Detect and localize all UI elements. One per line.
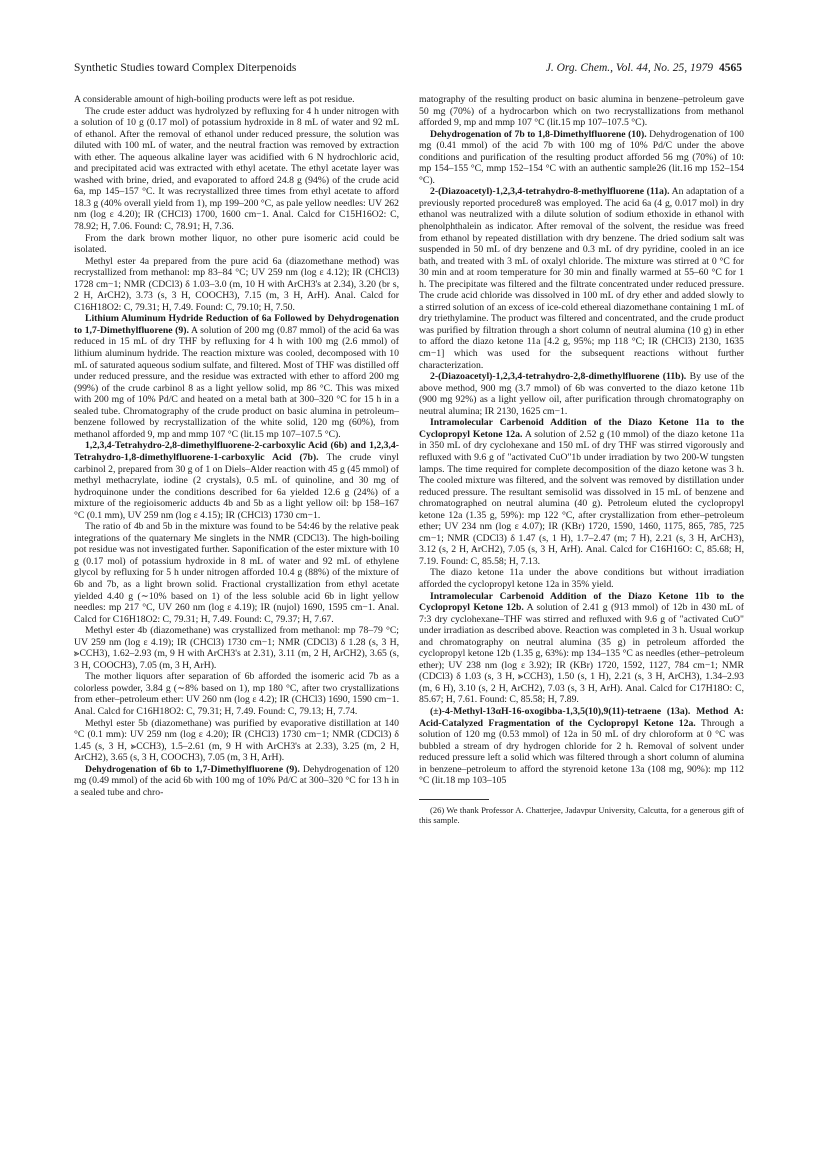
running-title: Synthetic Studies toward Complex Diterpenoids [74, 62, 297, 74]
section-heading: 2-(Diazoacetyl)-1,2,3,4-tetrahydro-2,8-dimethylfluorene (11b). [430, 371, 687, 383]
paragraph [74, 313, 399, 440]
section-heading: Lithium Aluminum Hydride Reduction of 6a Followed by Dehydrogenation to 1,7-Dimethylfluorene (9). [74, 313, 399, 336]
footnote-divider [419, 799, 489, 800]
paragraph-text: The diazo ketone 11a under the above conditions but without irradiation afforded the cyclopropyl ketone 12a in 35% yield. [419, 567, 744, 590]
paragraph-text: Methyl ester 4b (diazomethane) was crystallized from methanol: mp 78–79 °C; UV 259 nm (log ε 4.19); IR (CHCl3) 1730 cm−1; NMR (CDCl3) δ 1.28 (s, 3 H, ⪢CCH3), 1.62–2.93 (m, 9 H with ArCH3's at 2.31), 3.11 (m, 2 H, ArCH2), 3.65 (s, 3 H, COOCH3), 7.05 (m, 3 H, ArH). [74, 625, 399, 671]
paragraph-text: A considerable amount of high-boiling products were left as pot residue. [74, 94, 355, 105]
page-number: 4565 [719, 62, 742, 74]
section-heading: Dehydrogenation of 7b to 1,8-Dimethylfluorene (10). [430, 128, 647, 140]
paragraph [74, 233, 399, 256]
paragraph-text: The ratio of 4b and 5b in the mixture was found to be 54:46 by the relative peak integrations of the quaternary Me singlets in the NMR (CDCl3). The high-boiling pot residue was not investigated further. Saponification of the ester mixture with 10 g (0.17 mol) of potassium hydroxide in 8 mL of water and 92 mL of ethylene glycol by refluxing for 5 h under nitrogen afforded 10.4 g (88%) of the mixture of 6b and 7b, as a light brown solid. Fractional crystallization from ethyl acetate yielded 4.40 g (∼10% based on 1) of the less soluble acid 6b in light yellow needles: mp 217 °C, UV 260 nm (log ε 4.19); IR (nujol) 1690, 1595 cm−1. Anal. Calcd for C16H18O2: C, 79.31; H, 7.49. Found: C, 79.37; H, 7.67. [74, 521, 399, 625]
paragraph [419, 94, 744, 129]
section-heading: 1,2,3,4-Tetrahydro-2,8-dimethylfluorene-2-carboxylic Acid (6b) and 1,2,3,4-Tetrahydro-1,8-dimethylfluorene-1-carboxylic Acid (7b). [74, 440, 399, 463]
left-column [74, 94, 399, 798]
paragraph [74, 94, 399, 106]
paragraph [74, 106, 399, 233]
section-heading: Intramolecular Carbenoid Addition of the Diazo Ketone 11a to the Cyclopropyl Ketone 12a. [419, 417, 744, 440]
paragraph [419, 186, 744, 371]
section-heading: Dehydrogenation of 6b to 1,7-Dimethylfluorene (9). [85, 763, 300, 775]
paragraph-text: Dehydrogenation of 120 mg (0.49 mmol) of the acid 6b with 100 mg of 10% Pd/C at 300–320 °C for 13 h in a sealed tube and chro- [74, 763, 399, 798]
paragraph-text: A solution of 2.52 g (10 mmol) of the diazo ketone 11a in 350 mL of dry cyclohexane and 150 mL of dry THF was stirred vigorously and refluxed with 9.6 g of "activated CuO"1b under irradiation by two 200-W tungsten lamps. The time required for complete decomposition of the diazo ketone was 3 h. The cooled mixture was filtered, and the solvent was removed by distillation under reduced pressure. The resultant semisolid was dissolved in 15 mL of benzene and chromatographed on neutral alumina (40 g). Petroleum eluted the cyclopropyl ketone 12a (1.35 g, 59%): mp 122 °C, after crystallization from ether–petroleum ether; UV 234 nm (log ε 4.07); IR (KBr) 1720, 1590, 1460, 1175, 865, 785, 725 cm−1; NMR (CDCl3) δ 1.47 (s, 1 H), 1.7–2.47 (m; 7 H), 2.21 (s, 3 H, ArCH3), 3.12 (s, 2 H, ArCH2), 7.05 (s, 3 H, ArH). Anal. Calcd for C16H16O: C, 85.68; H, 7.19. Found: C, 85.58; H, 7.13. [419, 428, 745, 567]
section-heading: Intramolecular Carbenoid Addition of the Diazo Ketone 11b to the Cyclopropyl Ketone 12b. [419, 590, 744, 614]
paragraph [419, 129, 744, 187]
paragraph [419, 417, 744, 567]
paragraph-text: A solution of 200 mg (0.87 mmol) of the acid 6a was reduced in 15 mL of dry THF by refluxing for 4 h with 100 mg (2.6 mmol) of lithium aluminum hydride. The reaction mixture was cooled, decomposed with 10 mL of saturated aqueous sodium sulfate, and filtered. Most of THF was distilled off under reduced pressure, and the residue was extracted with ether to afford 200 mg (99%) of the crude carbinol 8 as a light yellow solid, mp 86 °C. This was mixed with 200 mg of 10% Pd/C and heated on a metal bath at 300–320 °C for 15 h in a sealed tube. Chromatography of the crude product on basic alumina in petroleum–benzene followed by recrystallization of the white solid, 120 mg (60%), from methanol afforded 9, mp and mmp 107 °C (lit.15 mp 107–107.5 °C). [74, 324, 400, 440]
paragraph-text: Methyl ester 4a prepared from the pure acid 6a (diazomethane method) was recrystallized from methanol: mp 83–84 °C; UV 259 nm (log ε 4.12); IR (CHCl3) 1728 cm−1; NMR (CDCl3) δ 1.03–3.0 (m, 10 H with ArCH3's at 2.34), 3.20 (br s, 2 H, ArCH2), 3.73 (s, 3 H, COOCH3), 7.15 (m, 3 H, ArH). Anal. Calcd for C16H18O2: C, 79.31; H, 7.49. Found: C, 79.10; H, 7.50. [74, 255, 399, 313]
paragraph [419, 371, 744, 417]
journal-citation [546, 62, 742, 74]
running-header [74, 62, 742, 78]
paragraph-text: Through a solution of 120 mg (0.53 mmol) of 12a in 50 mL of dry chloroform at 0 °C was bubbled a stream of dry hydrogen chloride for 2 h. Removal of solvent under reduced pressure left a solid which was filtered through a short column of alumina in benzene–petroleum to afford the styrenoid ketone 13a (108 mg, 90%): mp 112 °C (lit.18 mp 103–105 [419, 717, 744, 787]
paragraph-text: The crude vinyl carbinol 2, prepared from 30 g of 1 on Diels–Alder reaction with 45 g (45 mmol) of methyl methacrylate, iodine (2 crystals), 0.5 mL of quinoline, and 30 mg of hydroquinone under the conditions described for 6a yielded 12.6 g (24%) of a mixture of the regioisomeric adducts 4b and 5b as a light yellow oil: bp 158–167 °C (0.1 mm), UV 259 nm (log ε 4.15); IR (CHCl3) 1730 cm−1. [74, 451, 399, 521]
paragraph [74, 764, 399, 799]
paragraph [74, 256, 399, 314]
paragraph-text: The crude ester adduct was hydrolyzed by refluxing for 4 h under nitrogen with a solution of 10 g (0.17 mol) of potassium hydroxide in 8 mL of water and 92 mL of ethanol. After the removal of ethanol under reduced pressure, the solution was diluted with 100 mL of water, and the neutral fraction was removed by extraction with ether. The aqueous alkaline layer was acidified with 6 N hydrochloric acid, and precipitated acid was extracted with ethyl acetate. The ethyl acetate layer was washed with brine, dried, and evaporated to afford 24.8 g (94%) of the crude acid 6a, mp 145–157 °C. It was recrystallized three times from ethyl acetate to afford 18.3 g (40% overall yield from 1), mp 199–200 °C, as pale yellow needles: UV 262 nm (log ε 4.20); IR (CHCl3) 1700, 1600 cm−1. Anal. Calcd for C15H16O2: C, 78.92; H, 7.06. Found: C, 78.91; H, 7.36. [74, 105, 399, 233]
paragraph [419, 567, 744, 590]
paragraph [419, 706, 744, 787]
section-heading: (±)-4-Methyl-13αH-16-oxogibba-1,3,5(10),9(11)-tetraene (13a). Method A: Acid-Catalyzed Fragmentation of the Cyclopropyl Ketone 12a. [419, 705, 744, 729]
paragraph-text: By use of the above method, 900 mg (3.7 mmol) of 6b was converted to the diazo ketone 11b (900 mg 92%) as a light yellow oil, after purification through chromatography on neutral alumina; IR 2130, 1625 cm−1. [419, 371, 745, 417]
right-column [419, 94, 744, 826]
paragraph-text: Methyl ester 5b (diazomethane) was purified by evaporative distillation at 140 °C (0.1 mm): UV 259 nm (log ε 4.20); IR (CHCl3) 1730 cm−1; NMR (CDCl3) δ 1.45 (s, 3 H, ⪢CCH3), 1.5–2.61 (m, 9 H with ArCH3's at 2.33), 3.25 (m, 2 H, ArCH2), 3.65 (s, 3 H, COOCH3), 7.05 (m, 3 H, ArH). [74, 717, 399, 764]
paragraph-text: A solution of 2.41 g (913 mmol) of 12b in 430 mL of 7:3 dry cyclohexane–THF was stirred and refluxed with 9.6 g of "activated CuO" under irradiation as described above. Reaction was completed in 3 h. Usual workup and chromatography on neutral alumina (35 g) in petroleum afforded the cyclopropyl ketone 12b (1.35 g, 63%): mp 134–135 °C as needles (ether–petroleum ether); UV 238 nm (log ε 3.92); IR (KBr) 1720, 1592, 1127, 784 cm−1; NMR (CDCl3) δ 1.03 (s, 3 H, ⪢CCH3), 1.50 (s, 1 H), 2.21 (s, 3 H, ArCH3), 1.34–2.93 (m, 6 H), 3.10 (s, 2 H, ArCH2), 7.03 (s, 3 H, ArH). Anal. Calcd for C17H18O: C, 85.67; H, 7.61. Found: C, 85.58; H, 7.89. [419, 602, 744, 706]
paragraph-text: The mother liquors after separation of 6b afforded the isomeric acid 7b as a colorless powder, 3.84 g (∼8% based on 1), mp 180 °C, after two crystallizations from ether–petroleum ether: UV 260 nm (log ε 4.2); IR (CHCl3) 1690, 1590 cm−1. Anal. Calcd for C16H18O2: C, 79.31; H, 7.49. Found: C, 79.13; H, 7.74. [74, 671, 399, 717]
paragraph-text: From the dark brown mother liquor, no other pure isomeric acid could be isolated. [74, 232, 399, 256]
paragraph [74, 671, 399, 717]
footnote: (26) We thank Professor A. Chatterjee, Jadavpur University, Calcutta, for a generous gift of this sample. [419, 804, 744, 826]
paragraph-text: matography of the resulting product on basic alumina in benzene–petroleum gave 50 mg (70%) of a hydrocarbon which on two recrystallizations from methanol afforded 9, mp and mmp 107 °C (lit.15 mp 107–107.5 °C). [419, 94, 744, 129]
paragraph [74, 521, 399, 625]
paragraph [74, 625, 399, 671]
paragraph [74, 718, 399, 764]
journal-name: J. Org. Chem., Vol. 44, No. 25, 1979 [545, 62, 713, 74]
section-heading: 2-(Diazoacetyl)-1,2,3,4-tetrahydro-8-methylfluorene (11a). [430, 186, 670, 198]
paragraph-text: Dehydrogenation of 100 mg (0.41 mmol) of the acid 7b with 100 mg of 10% Pd/C under the above conditions and purification of the resulting product afforded 56 mg (70%) of 10: mp 154–155 °C, mmp 152–154 °C with an authentic sample26 (lit.16 mp 152–154 °C). [419, 128, 744, 186]
paragraph [74, 440, 399, 521]
paragraph-text: An adaptation of a previously reported procedure8 was employed. The acid 6a (4 g, 0.017 mol) in dry ethanol was neutralized with a dilute solution of sodium ethoxide in ethanol with phenolphthalein as indicator. After removal of the solvent, the residue was freed from ethanol by repeated distillation with dry benzene. The dried sodium salt was suspended in 50 mL of dry benzene and 0.3 mL of dry pyridine, cooled in an ice bath, and treated with 3 mL of oxalyl chloride. The mixture was stirred at 0 °C for 30 min and at room temperature for 30 min and finally warmed at 55–60 °C for 1 h. The precipitate was filtered and the filtrate concentrated under reduced pressure. The crude acid chloride was dissolved in 100 mL of dry ether and added slowly to a stirred solution of an excess of ice-cold ethereal diazomethane containing 1 mL of dry triethylamine. The product was filtered and concentrated, and the crude product was purified by filtration through a short column of neutral alumina (10 g) in ether to afford the diazo ketone 11a [4.2 g, 95%; mp 118 °C; IR (CHCl3) 2130, 1635 cm−1] which was used for the subsequent reactions without further characterization. [419, 186, 744, 371]
paragraph [419, 591, 744, 706]
